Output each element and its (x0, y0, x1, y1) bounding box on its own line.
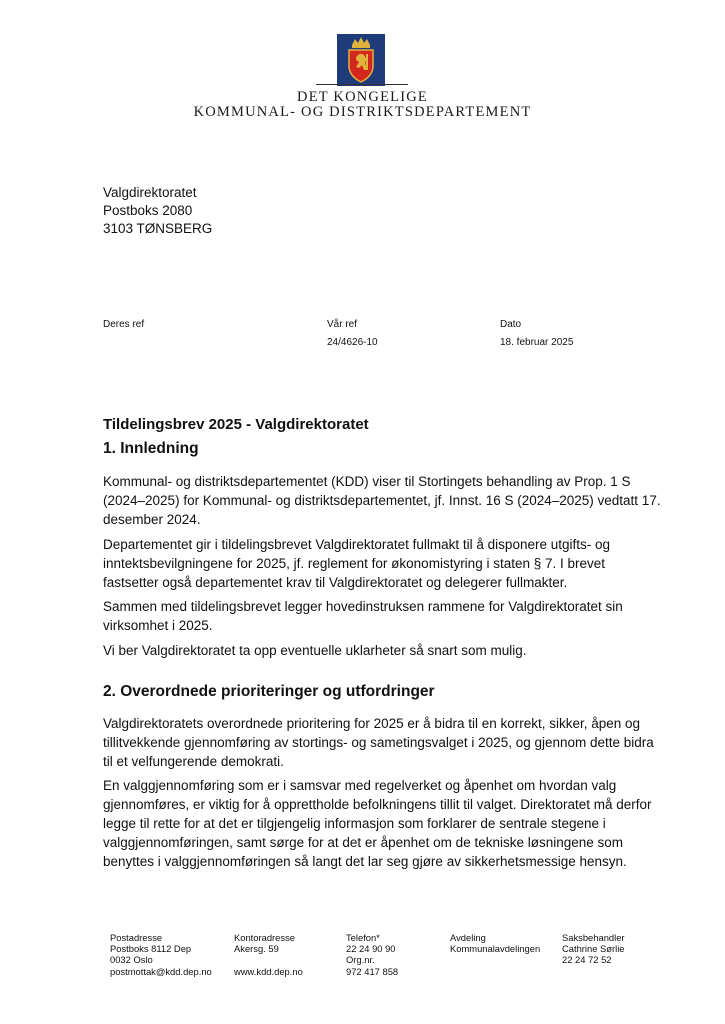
section-2-heading: 2. Overordnede prioriteringer og utfordringer (103, 683, 435, 700)
var-ref-value: 24/4626-10 (327, 337, 378, 348)
section-1-heading: 1. Innledning (103, 440, 199, 457)
footer-telefon: Telefon* 22 24 90 90 Org.nr. 972 417 858 (346, 932, 399, 977)
letterhead-rule (316, 84, 408, 85)
dato-label: Dato (500, 319, 522, 330)
var-ref-label: Vår ref (327, 319, 358, 330)
letterhead-line-2: KOMMUNAL- OG DISTRIKTSDEPARTEMENT (193, 104, 532, 120)
recipient-postbox: Postboks 2080 (103, 203, 193, 218)
dato-value: 18. februar 2025 (500, 337, 574, 348)
footer-postadresse: Postadresse Postboks 8112 Dep 0032 Oslo postmottak@kdd.dep.no (110, 932, 212, 977)
section-2-paragraph: En valggjennomføring som er i samsvar med regelverket og åpenhet om hvordan valg gjennomføres, er viktig for å opprettholde befolkningens tillit til valget. Direktoratet må derfor legge til rette for at det er tilgjengelig informasjon som forklarer de sentrale stegene i valggjennomføringen, samt sørge for at det er åpenhet om de tekniske løsningene som benyttes i valggjennomføringen så langt det lar seg gjøre av sikkerhetsmessige hensyn. (103, 778, 652, 869)
section-1-paragraph: Departementet gir i tildelingsbrevet Valgdirektoratet fullmakt til å disponere utgifts- og inntektsbevilgningene for 2025, jf. reglement for økonomistyring i staten § 7. I brevet fastsetter også departementet krav til Valgdirektoratet og delegerer fullmakter. (103, 537, 611, 590)
footer-kontoradresse: Kontoradresse Akersg. 59 www.kdd.dep.no (234, 932, 303, 977)
deres-ref-label: Deres ref (103, 319, 145, 330)
section-1-paragraph: Sammen med tildelingsbrevet legger hovedinstruksen rammene for Valgdirektoratet sin virksomhet i 2025. (103, 599, 623, 633)
footer-avdeling: Avdeling Kommunalavdelingen (450, 932, 541, 955)
letterhead-line-1: DET KONGELIGE (297, 89, 428, 105)
section-1-paragraph: Kommunal- og distriktsdepartementet (KDD) viser til Stortingets behandling av Prop. 1 S (2024–2025) for Kommunal- og distriktsdepartementet, jf. Innst. 16 S (2024–2025) vedtatt 17. desember 2024. (103, 474, 661, 527)
section-1-paragraph: Vi ber Valgdirektoratet ta opp eventuelle uklarheter så snart som mulig. (103, 643, 527, 658)
section-2-paragraph: Valgdirektoratets overordnede prioritering for 2025 er å bidra til en korrekt, sikker, åpen og tillitvekkende gjennomføring av stortings- og sametingsvalget i 2025, og gjennom dette bidra til et velfungerende demokrati. (103, 716, 654, 769)
footer-saksbehandler: Saksbehandler Cathrine Sørlie 22 24 72 52 (562, 932, 625, 966)
recipient-name: Valgdirektoratet (103, 185, 197, 200)
letter-title: Tildelingsbrev 2025 - Valgdirektoratet (103, 416, 369, 433)
recipient-city: 3103 TØNSBERG (103, 221, 213, 236)
coat-of-arms-icon (337, 34, 385, 86)
